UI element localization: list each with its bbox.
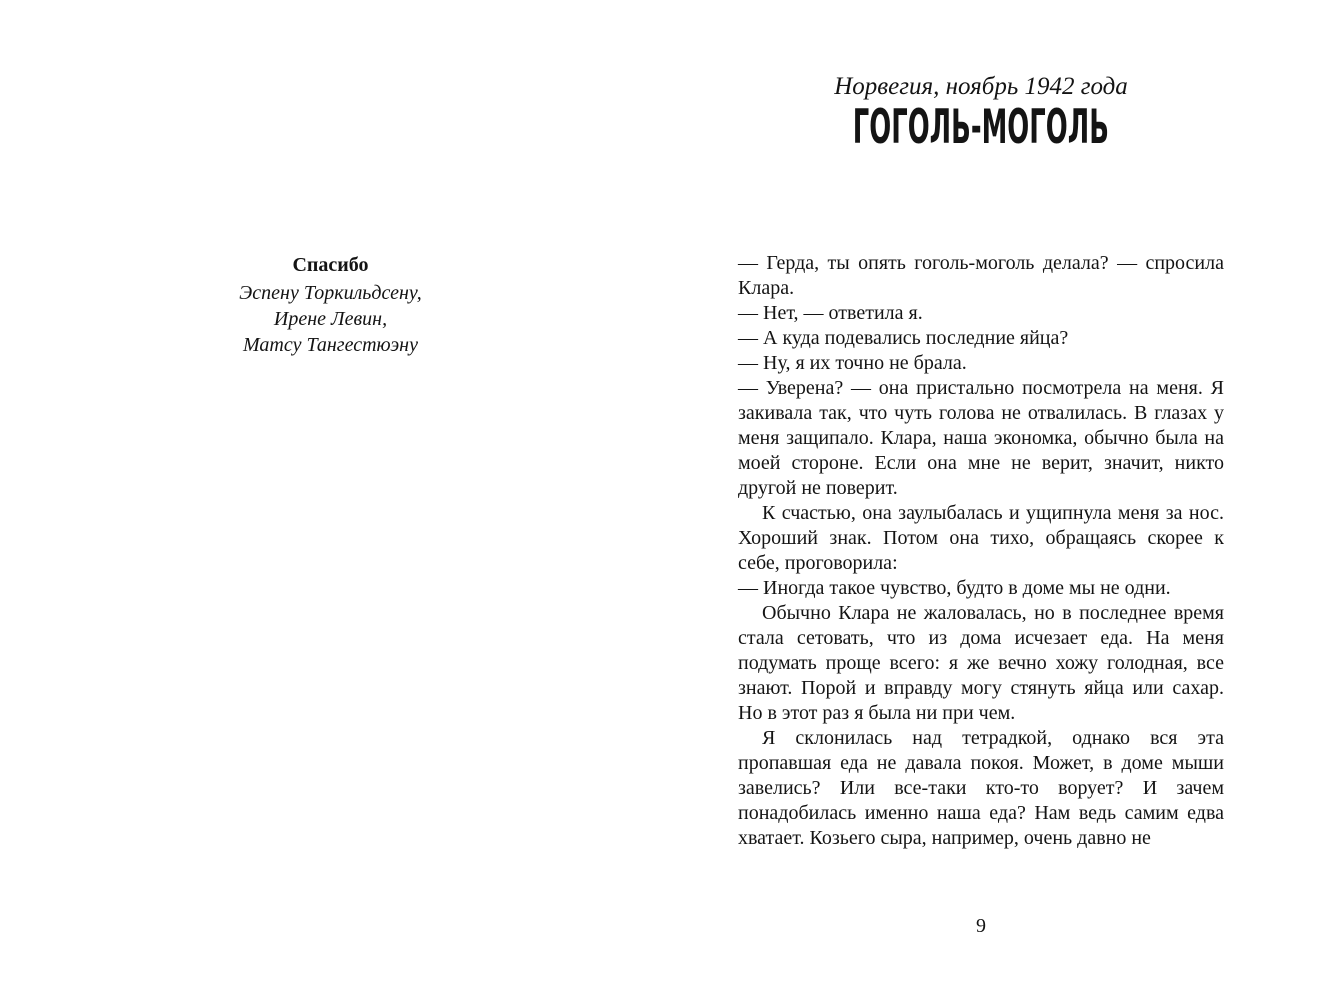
thanks-line: Эспену Торкильдсену, (239, 282, 422, 304)
body-paragraph: — Нет, — ответила я. (738, 302, 923, 324)
chapter-date: Норвегия, ноябрь 1942 года (834, 73, 1128, 100)
body-paragraph: — Иногда такое чувство, будто в доме мы не одни. (738, 577, 1171, 599)
page-number: 9 (976, 915, 986, 937)
body-paragraph: — Уверена? — она пристально посмотрела на меня. Я закивала так, что чуть голова не отвалилась. В глазах у меня защипало. Клара, наша экономка, обычно была на моей стороне. Если она мне не верит, значит, никто другой не поверит. (738, 377, 1224, 499)
body-paragraph: К счастью, она заулыбалась и ущипнула меня за нос. Хороший знак. Потом она тихо, обращаясь скорее к себе, проговорила: (738, 502, 1224, 574)
thanks-line: Ирене Левин, (273, 308, 388, 330)
left-page (0, 0, 661, 992)
body-paragraph: — Герда, ты опять гоголь-моголь делала? — спросила Клара. (738, 252, 1224, 299)
thanks-block (0, 252, 661, 358)
chapter-title (738, 102, 1224, 165)
body-paragraph: — А куда подевались последние яйца? (738, 327, 1069, 349)
thanks-title: Спасибо (292, 254, 369, 276)
thanks-line: Матсу Тангестюэну (243, 334, 418, 356)
chapter-title-text: ГОГОЛЬ-МОГОЛЬ (852, 100, 1110, 155)
body-text (738, 251, 1224, 851)
body-paragraph: — Ну, я их точно не брала. (738, 352, 967, 374)
body-paragraph: Обычно Клара не жаловалась, но в последнее время стала сетовать, что из дома исчезает еда. На меня подумать проще всего: я же вечно хожу голодная, все знают. Порой и вправду могу стянуть яйца или сахар. Но в этот раз я была ни при чем. (738, 602, 1224, 724)
body-paragraph: Я склонилась над тетрадкой, однако вся эта пропавшая еда не давала покоя. Может, в доме мыши завелись? Или все-таки кто-то ворует? И зачем понадобилась именно наша еда? Нам ведь самим едва хватает. Козьего сыра, например, очень давно не (738, 727, 1224, 849)
